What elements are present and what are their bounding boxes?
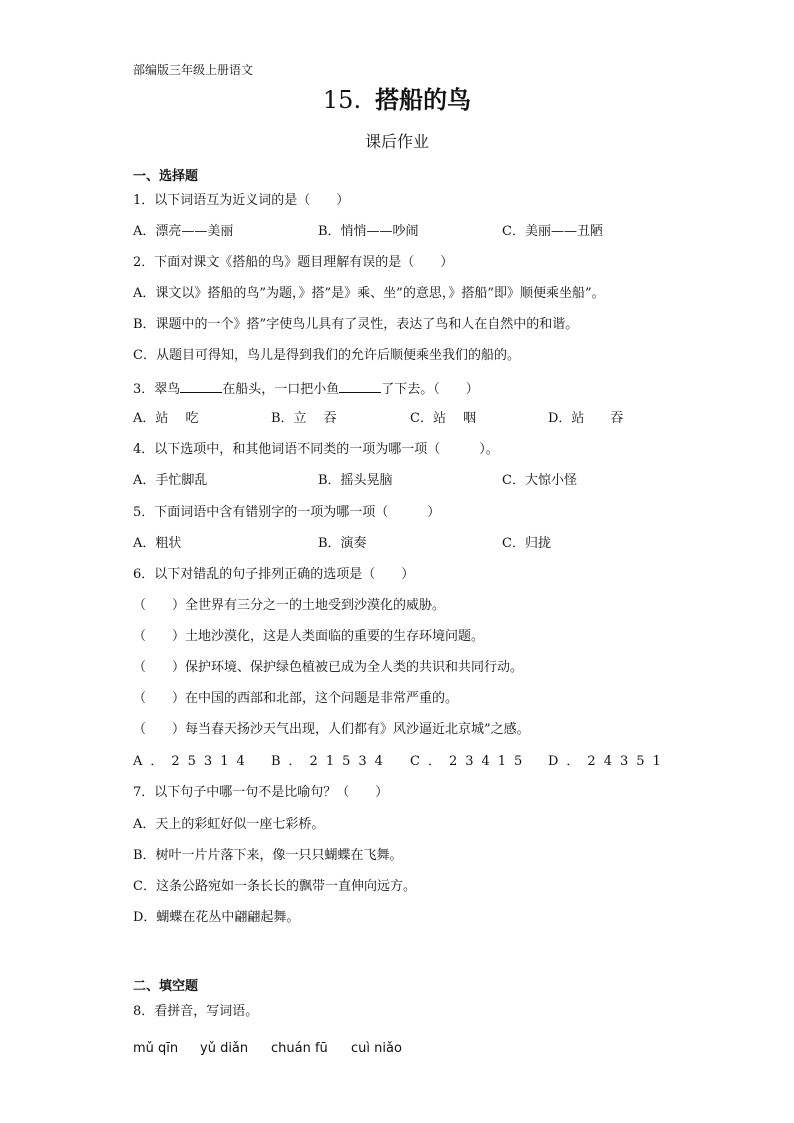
pinyin-4: cuì niǎo (351, 1041, 402, 1056)
answer-blank[interactable] (180, 380, 222, 393)
question-2-option-c: C．从题目可得知，鸟儿是得到我们的允许后顺便乘坐我们的船的。 (133, 348, 520, 363)
question-3-option-b: B．立 吞 (271, 411, 337, 426)
page-title (0, 85, 794, 114)
page-subtitle: 课后作业 (364, 132, 429, 151)
question-7-stem: 7．以下句子中哪一句不是比喻句？（ ） (133, 785, 389, 800)
question-2-stem: 2．下面对课文《搭船的鸟》题目理解有误的是（ ） (133, 255, 454, 270)
answer-blank[interactable] (339, 380, 381, 393)
question-7-option-d: D．蝴蝶在花丛中翩翩起舞。 (133, 910, 300, 925)
question-3-option-a: A．站 吃 (133, 411, 199, 426)
question-1-option-a: A．漂亮——美丽 (133, 224, 234, 239)
section-heading-fill: 二、填空题 (133, 979, 199, 994)
question-6-sentence-1: （ ）全世界有三分之一的土地受到沙漠化的威胁。 (133, 598, 446, 613)
question-4-option-a: A．手忙脚乱 (133, 473, 208, 488)
question-1-option-b: B．悄悄——吵闹 (318, 224, 419, 239)
question-4-stem: 4．以下选项中，和其他词语不同类的一项为哪一项（ ）。 (133, 442, 499, 457)
question-5-option-b: B．演奏 (318, 536, 367, 551)
question-3-option-d: D．站 吞 (548, 411, 624, 426)
question-4-option-b: B．摇头晃脑 (318, 473, 393, 488)
question-6-option-d: D．24351 (548, 754, 669, 769)
question-5-stem: 5．下面词语中含有错别字的一项为哪一项（ ） (133, 505, 441, 520)
question-6-option-b: B．21534 (271, 754, 391, 769)
question-6-sentence-2: （ ）土地沙漠化，这是人类面临的重要的生存环境问题。 (133, 629, 485, 644)
lesson-title: 搭船的鸟 (375, 85, 472, 114)
question-3-stem-part-2: 在船头，一口把小鱼 (222, 382, 340, 397)
question-5-option-c: C．归拢 (502, 536, 551, 551)
question-6-option-c: C．23415 (410, 754, 531, 769)
question-7-option-a: A．天上的彩虹好似一座七彩桥。 (133, 817, 325, 832)
question-2-option-a: A．课文以》搭船的鸟”为题，》搭”是》乘、坐”的意思，》搭船”即》顺便乘坐船”。 (133, 286, 605, 301)
section-heading-choice: 一、选择题 (133, 169, 199, 184)
question-1-stem: 1．以下词语互为近义词的是（ ） (133, 193, 350, 208)
question-1-option-c: C．美丽——丑陋 (502, 224, 603, 239)
pinyin-3: chuán fū (271, 1041, 328, 1056)
pinyin-2: yǔ diǎn (200, 1041, 249, 1056)
question-3-stem (133, 380, 479, 396)
pinyin-1: mǔ qīn (133, 1041, 179, 1056)
question-2-option-b: B．课题中的一个》搭”字使鸟儿具有了灵性，表达了鸟和人在自然中的和谐。 (133, 317, 579, 332)
question-8-stem: 8．看拼音，写词语。 (133, 1004, 259, 1019)
header-note: 部编版三年级上册语文 (133, 63, 254, 77)
lesson-number: 15. (322, 86, 362, 114)
question-6-sentence-5: （ ）每当春天扬沙天气出现，人们都有》风沙逼近北京城”之感。 (133, 722, 530, 737)
question-4-option-c: C．大惊小怪 (502, 473, 577, 488)
question-7-option-b: B．树叶一片片落下来，像一只只蝴蝶在飞舞。 (133, 848, 403, 863)
question-3-stem-part-3: 了下去。（ ） (381, 382, 479, 397)
question-6-sentence-3: （ ）保护环境、保护绿色植被已成为全人类的共识和共同行动。 (133, 660, 524, 675)
question-6-option-a: A．25314 (133, 754, 253, 769)
question-3-stem-part-1: 3．翠鸟 (133, 382, 181, 397)
question-6-sentence-4: （ ）在中国的西部和北部，这个问题是非常严重的。 (133, 691, 459, 706)
question-7-option-c: C．这条公路宛如一条长长的飘带一直伸向远方。 (133, 879, 416, 894)
question-3-option-c: C．站 咽 (410, 411, 477, 426)
question-5-option-a: A．粗状 (133, 536, 182, 551)
question-6-stem: 6．以下对错乱的句子排列正确的选项是（ ） (133, 567, 415, 582)
